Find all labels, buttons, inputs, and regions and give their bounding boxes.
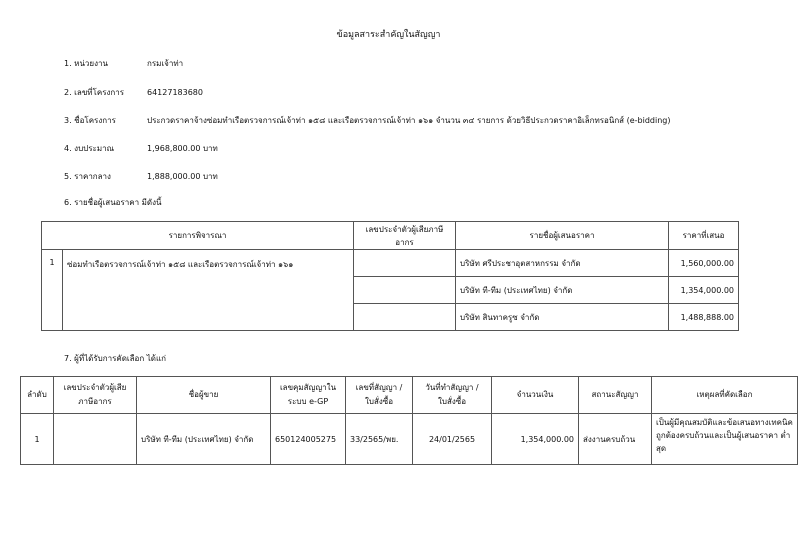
table-row (21, 414, 798, 465)
seller-cell: บริษัท ที-ทีม (ประเทศไทย) จำกัด (137, 414, 271, 465)
col-header-bidder-name: รายชื่อผู้เสนอราคา (456, 222, 669, 250)
bidders-table (41, 221, 739, 331)
col-header-reason: เหตุผลที่คัดเลือก (652, 377, 798, 414)
info-label: 2. เลขที่โครงการ (64, 88, 125, 97)
bidder-name-cell: บริษัท สินทาครูซ จำกัด (456, 304, 669, 331)
status-cell: ส่งงานครบถ้วน (579, 414, 652, 465)
info-median-price (64, 170, 218, 183)
table-row (42, 250, 739, 277)
page-title: ข้อมูลสาระสำคัญในสัญญา (336, 30, 441, 40)
bidder-name-cell: บริษัท ที-ทีม (ประเทศไทย) จำกัด (456, 277, 669, 304)
col-header-date: วันที่ทำสัญญา / ใบสั่งซื้อ (413, 377, 492, 414)
info-value: ประกวดราคาจ้างซ่อมทำเรือตรวจการณ์เจ้าท่า ๑๕๘ และเรือตรวจการณ์เจ้าท่า ๑๖๑ จำนวน ๓๔ รายการ ด้วยวิธีประกวดราคาอิเล็กทรอนิกส์ (e-bidding) (147, 116, 671, 125)
tax-id-cell (354, 277, 456, 304)
info-value: กรมเจ้าท่า (147, 59, 184, 68)
tax-id-cell (54, 414, 137, 465)
row-number: 1 (21, 414, 54, 465)
info-value: 1,888,000.00 บาท (147, 172, 218, 181)
po-no-cell: 33/2565/พย. (346, 414, 413, 465)
col-header-tax-id: เลขประจำตัวผู้เสียภาษีอากร (354, 222, 456, 250)
winner-table (20, 376, 798, 465)
info-label: 3. ชื่อโครงการ (64, 116, 116, 125)
reason-cell: เป็นผู้มีคุณสมบัติและข้อเสนอทางเทคนิค ถูกต้องครบถ้วนและเป็นผู้เสนอราคา ต่ำสุด (652, 414, 798, 465)
col-header-price: ราคาที่เสนอ (669, 222, 739, 250)
col-header-item: รายการพิจารณา (42, 222, 354, 250)
info-agency (64, 57, 183, 70)
info-project-number (64, 86, 203, 99)
info-budget (64, 142, 218, 155)
info-project-name (64, 114, 670, 127)
bidder-name-cell: บริษัท ศรีประชาอุตสาหกรรม จำกัด (456, 250, 669, 277)
info-label: 5. ราคากลาง (64, 172, 111, 181)
col-header-contract-no: เลขคุมสัญญาในระบบ e-GP (271, 377, 346, 414)
col-header-seller: ชื่อผู้ขาย (137, 377, 271, 414)
info-value: 1,968,800.00 บาท (147, 144, 218, 153)
price-cell: 1,560,000.00 (669, 250, 739, 277)
table-header-row (21, 377, 798, 414)
section-winner-heading: 7. ผู้ที่ได้รับการคัดเลือก ได้แก่ (64, 354, 166, 363)
info-value: 64127183680 (147, 88, 203, 97)
item-number: 1 (42, 250, 63, 331)
price-cell: 1,488,888.00 (669, 304, 739, 331)
col-header-po-no: เลขที่สัญญา / ใบสั่งซื้อ (346, 377, 413, 414)
col-header-amount: จำนวนเงิน (492, 377, 579, 414)
amount-cell: 1,354,000.00 (492, 414, 579, 465)
section-bidders-heading: 6. รายชื่อผู้เสนอราคา มีดังนี้ (64, 198, 162, 207)
col-header-no: ลำดับ (21, 377, 54, 414)
tax-id-cell (354, 304, 456, 331)
date-cell: 24/01/2565 (413, 414, 492, 465)
tax-id-cell (354, 250, 456, 277)
col-header-tax-id: เลขประจำตัวผู้เสียภาษีอากร (54, 377, 137, 414)
contract-no-cell: 650124005275 (271, 414, 346, 465)
item-description: ซ่อมทำเรือตรวจการณ์เจ้าท่า ๑๕๘ และเรือตรวจการณ์เจ้าท่า ๑๖๑ (63, 250, 354, 331)
price-cell: 1,354,000.00 (669, 277, 739, 304)
info-label: 4. งบประมาณ (64, 144, 115, 153)
table-header-row (42, 222, 739, 250)
info-label: 1. หน่วยงาน (64, 59, 108, 68)
col-header-status: สถานะสัญญา (579, 377, 652, 414)
